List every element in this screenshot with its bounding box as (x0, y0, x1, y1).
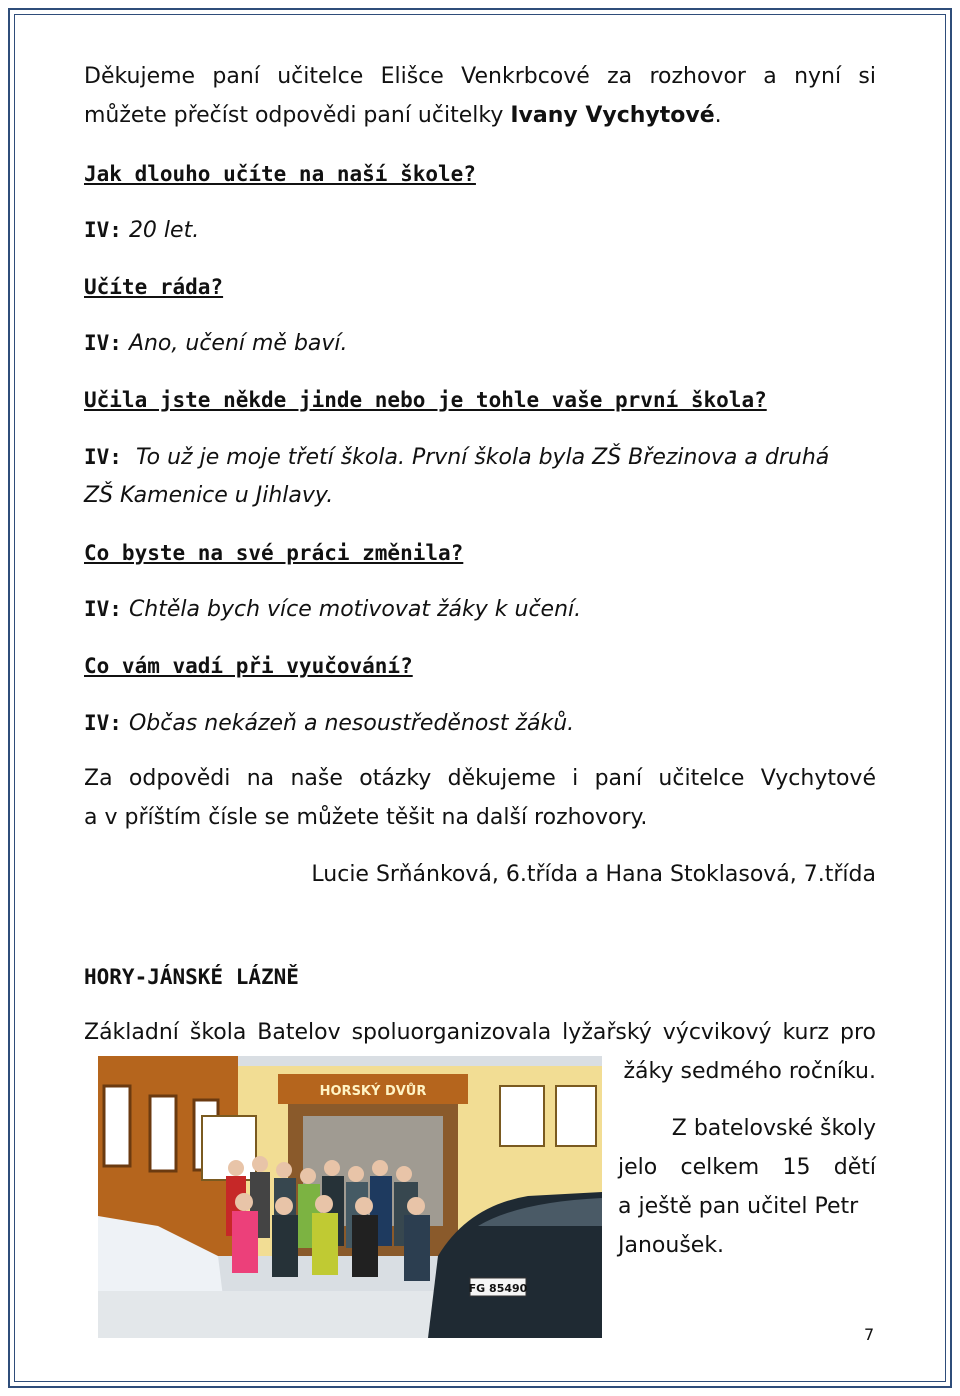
side-line-4: Janoušek. (618, 1233, 725, 1258)
sign-text: HORSKÝ DVŮR (319, 1084, 427, 1099)
article-authors: Lucie Srňánková, 6.třída a Hana Stoklasová, 7.třída (311, 862, 876, 887)
intro-line-2: můžete přečíst odpovědi paní učitelky Ivany Vychytové. (84, 103, 722, 128)
question-5: Co vám vadí při vyučování? (84, 654, 413, 678)
intro-line-1: Děkujeme paní učitelce Elišce Venkrbcové za rozhovor a nyní si (84, 64, 876, 89)
license-plate: FG 85490 (468, 1282, 528, 1295)
answer-1: IV: 20 let. (84, 218, 200, 243)
side-line-3: a ještě pan učitel Petr (618, 1194, 859, 1219)
answer-3-line-1: IV: To už je moje třetí škola. První škola byla ZŠ Březinova a druhá (84, 445, 830, 470)
answer-4: IV: Chtěla bych více motivovat žáky k učení. (84, 597, 582, 622)
question-2: Učíte ráda? (84, 275, 224, 299)
article-line-2: žáky sedmého ročníku. (623, 1059, 876, 1084)
article-line-1: Základní škola Batelov spoluorganizovala lyžařský výcvikový kurz pro (84, 1020, 876, 1045)
page-number: 7 (864, 1325, 875, 1344)
article-title: HORY-JÁNSKÉ LÁZNĚ (84, 965, 299, 989)
side-line-1: Z batelovské školy (671, 1116, 876, 1141)
side-line-2: jelo celkem 15 dětí (618, 1155, 876, 1180)
question-1: Jak dlouho učíte na naší škole? (84, 162, 476, 186)
question-3: Učila jste někde jinde nebo je tohle vaše první škola? (84, 388, 767, 412)
group-photo-illustration (98, 1056, 602, 1338)
group-photo (98, 1056, 602, 1338)
answer-3-line-2: ZŠ Kamenice u Jihlavy. (84, 483, 334, 508)
question-4: Co byste na své práci změnila? (84, 541, 464, 565)
answer-5: IV: Občas nekázeň a nesoustředěnost žáků. (84, 711, 575, 736)
closing-line-1: Za odpovědi na naše otázky děkujeme i paní učitelce Vychytové (84, 766, 876, 791)
teacher-name: Ivany Vychytové (510, 103, 715, 128)
closing-line-2: a v příštím čísle se můžete těšit na další rozhovory. (84, 805, 648, 830)
answer-2: IV: Ano, učení mě baví. (84, 331, 348, 356)
